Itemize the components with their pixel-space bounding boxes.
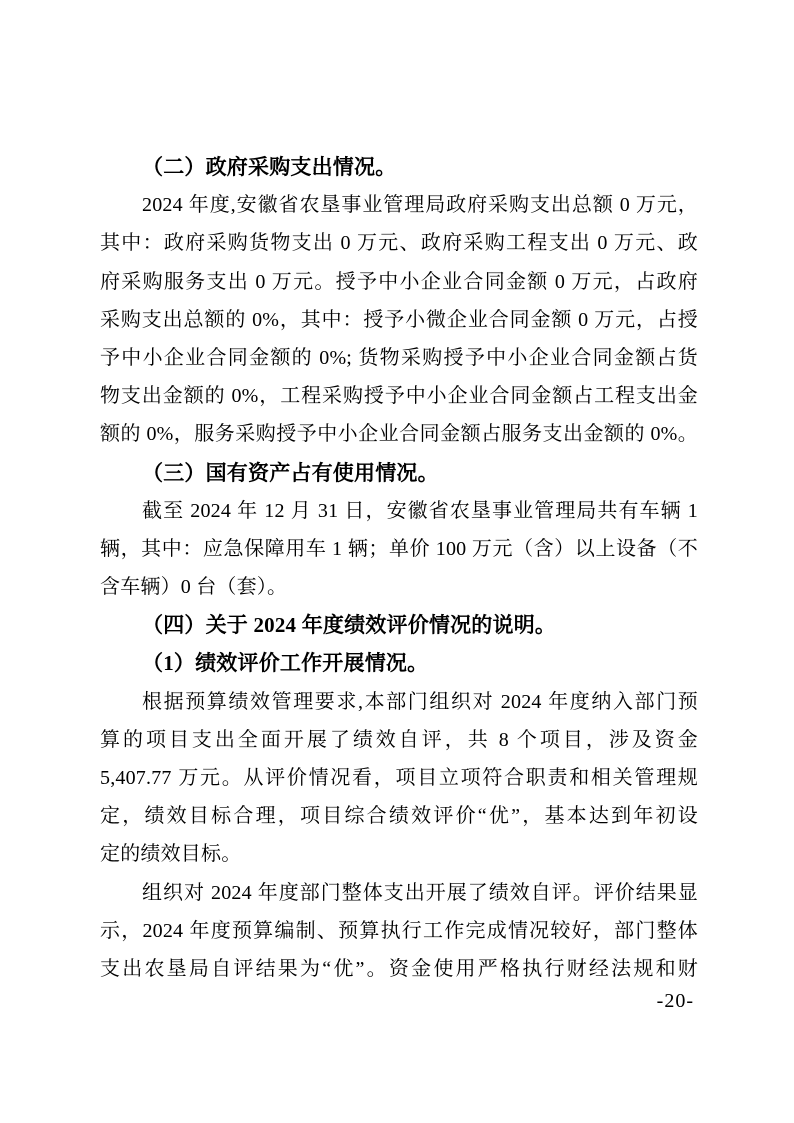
heading-line: （四）关于 2024 年度绩效评价情况的说明。 <box>142 613 557 638</box>
body-line: 予中小企业合同金额的 0%; 货物采购授予中小企业合同金额占货 <box>100 346 698 369</box>
body-line: 5,407.77 万元。从评价情况看，项目立项符合职责和相关管理规 <box>100 767 698 789</box>
body-line: 辆，其中：应急保障用车 1 辆；单价 100 万元（含）以上设备（不 <box>100 537 698 560</box>
body-line: 采购支出总额的 0%，其中：授予小微企业合同金额 0 万元，占授 <box>100 308 698 331</box>
body-line: 示，2024 年度预算编制、预算执行工作完成情况较好，部门整体 <box>100 919 698 942</box>
body-line: 含车辆）0 台（套）。 <box>100 576 288 599</box>
body-line: 截至 2024 年 12 月 31 日，安徽省农垦事业管理局共有车辆 1 <box>142 499 698 522</box>
body-line: 根据预算绩效管理要求,本部门组织对 2024 年度纳入部门预 <box>142 690 698 713</box>
heading-line: （三）国有资产占有使用情况。 <box>142 460 439 485</box>
body-line: 府采购服务支出 0 万元。授予中小企业合同金额 0 万元，占政府 <box>100 270 698 293</box>
page-number: -20- <box>656 990 694 1012</box>
body-line: 组织对 2024 年度部门整体支出开展了绩效自评。评价结果显 <box>142 881 698 904</box>
body-line: 2024 年度,安徽省农垦事业管理局政府采购支出总额 0 万元， <box>142 194 698 217</box>
body-line: 额的 0%，服务采购授予中小企业合同金额占服务支出金额的 0%。 <box>100 423 698 446</box>
body-line: 物支出金额的 0%，工程采购授予中小企业合同金额占工程支出金 <box>100 385 698 408</box>
body-line: 算的项目支出全面开展了绩效自评，共 8 个项目，涉及资金 <box>100 728 698 751</box>
text-block <box>100 148 698 988</box>
body-line: 定的绩效目标。 <box>100 843 242 866</box>
body-line: 支出农垦局自评结果为“优”。资金使用严格执行财经法规和财 <box>100 957 698 980</box>
heading-line: （1）绩效评价工作开展情况。 <box>142 651 429 676</box>
heading-line: （二）政府采购支出情况。 <box>142 155 397 179</box>
body-line: 定，绩效目标合理，项目综合绩效评价“优”，基本达到年初设 <box>100 805 698 828</box>
body-line: 其中：政府采购货物支出 0 万元、政府采购工程支出 0 万元、政 <box>100 232 698 255</box>
